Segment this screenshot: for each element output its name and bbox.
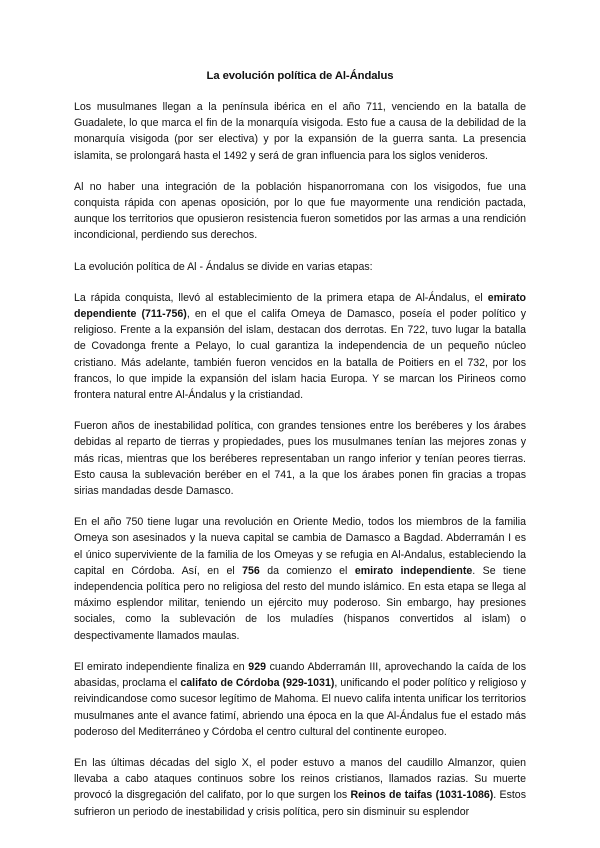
bold-term-dependent-emirate: emirato dependiente (711-756) xyxy=(74,291,526,321)
text-run: , unificando el poder político y religioso y reivindicandose como sucesor legítimo de Mahoma. El nuevo califa intenta unificar los territorios musulmanes ante el avance fatimí, abriendo una época en la que Al-Ándalus fue el estado más poderoso del Mediterráneo y Córdoba el centro cultural del continente europeo. xyxy=(74,677,527,738)
paragraph-instability: Fueron años de inestabilidad política, con grandes tensiones entre los beréberes y los árabes debidas al reparto de tierras y propiedades, pues los musulmanes tenían las mejores zonas y más ricas, mientras que los beréberes representaban un rango inferior y tenían peores tierras. Esto causa la sublevación beréber en el 741, a la que los árabes ponen fin gracias a tropas sirias mandadas desde Damasco. xyxy=(74,420,526,498)
text-run: . Se tiene independencia política pero no religiosa del resto del mundo islámico. En esta etapa se llega al máximo esplendor militar, teniendo un ejército muy poderoso. Sin embargo, hay presiones sociales, como la sublevación de los muladíes (hispanos convertidos al islam) o despectivamente llamados maulas. xyxy=(74,564,526,642)
text-run: . Estos sufrieron un periodo de inestabilidad y crisis política, pero sin disminuir su esplendor xyxy=(74,789,526,818)
paragraph-caliphate xyxy=(74,659,526,740)
text-run: , en el que el califa Omeya de Damasco, poseía el poder político y religioso. Frente a la expansión del islam, destacan dos derrotas. En 722, tuvo lugar la batalla de Covadonga frente a Pelayo, lo cual garantiza la independencia de un pequeño núcleo cristiano. Más adelante, también fueron vencidos en la batalla de Poitiers en el 732, por los francos, lo que impide la expansión del islam hacia Europa. Y se marcan los Pirineos como frontera natural entre Al-Ándalus y la cristiandad. xyxy=(74,308,527,402)
paragraph-independent-emirate xyxy=(74,514,526,644)
bold-term-taifas: Reinos de taifas (1031-1086) xyxy=(350,789,494,802)
text-run: El emirato independiente finaliza en xyxy=(74,660,249,673)
bold-year-756: 756 xyxy=(242,564,260,577)
text-run: La rápida conquista, llevó al establecimiento de la primera etapa de Al-Ándalus, el xyxy=(74,291,488,304)
paragraph-conquest: Al no haber una integración de la población hispanorromana con los visigodos, fue una conquista rápida con apenas oposición, por lo que fue mayormente una rendición pactada, aunque los territorios que opusieron resistencia fueron sometidos por las armas a una rendición incondicional, perdiendo sus derechos. xyxy=(74,180,526,242)
document-title: La evolución política de Al-Ándalus xyxy=(206,70,394,82)
paragraph-stages-intro: La evolución política de Al - Ándalus se divide en varias etapas: xyxy=(74,260,373,273)
bold-term-independent-emirate: emirato independiente xyxy=(354,564,473,577)
bold-year-929: 929 xyxy=(248,660,266,673)
paragraph-intro: Los musulmanes llegan a la península ibérica en el año 711, venciendo en la batalla de Guadalete, lo que marca el fin de la monarquía visigoda. Esto fue a causa de la debilidad de la monarquía visigoda (por ser electiva) y por la expansión de la guerra santa. La presencia islamita, se prolongará hasta el 1492 y será de gran influencia para los siglos venideros. xyxy=(74,101,526,162)
text-run: En las últimas décadas del siglo X, el poder estuvo a manos del caudillo Almanzor, quien llevaba a cabo ataques continuos sobre los reinos cristianos, llamados razias. Su muerte provocó la disgregación del califato, por lo que surgen los xyxy=(74,756,526,802)
paragraph-taifas xyxy=(74,755,526,820)
paragraph-dependent-emirate xyxy=(74,290,526,403)
text-run: En el año 750 tiene lugar una revolución en Oriente Medio, todos los miembros de la familia Omeya son asesinados y la nueva capital se cambia de Damasco a Bagdad. Abderramán I es el único superviviente de la familia de los Omeyas y se refugia en Al-Andalus, estableciendo la capital en Córdoba. Así, en el xyxy=(74,516,526,577)
text-run: cuando Abderramán III, aprovechando la caída de los abasidas, proclama el xyxy=(74,660,527,690)
bold-term-caliphate: califato de Córdoba (929-1031) xyxy=(180,677,335,690)
text-run: da comienzo el xyxy=(259,564,355,577)
